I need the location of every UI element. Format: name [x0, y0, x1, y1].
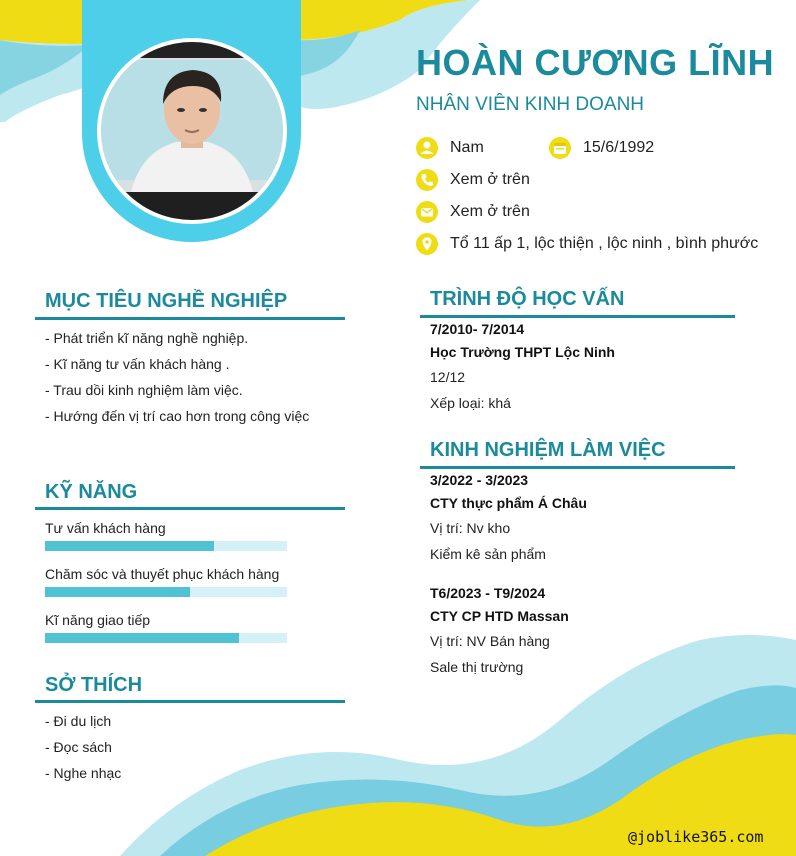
education-line: 12/12: [430, 369, 466, 385]
hobbies-divider: [35, 700, 345, 703]
job-line: Kiểm kê sản phẩm: [430, 546, 546, 562]
hobby-item: - Nghe nhạc: [45, 765, 122, 781]
job-line: Vị trí: NV Bán hàng: [430, 633, 550, 649]
objective-item: - Trau dồi kinh nghiệm làm việc.: [45, 382, 243, 398]
location-pin-icon: [416, 233, 438, 255]
watermark: @joblike365.com: [628, 828, 764, 846]
phone-icon: [416, 169, 438, 191]
info-birthday: [549, 137, 654, 159]
job-date: 3/2022 - 3/2023: [430, 472, 529, 488]
education-school: Học Trường THPT Lộc Ninh: [430, 344, 615, 360]
email-value: Xem ở trên: [450, 203, 530, 220]
mail-icon: [416, 201, 438, 223]
experience-divider: [420, 466, 735, 469]
candidate-name: HOÀN CƯƠNG LĨNH: [416, 42, 775, 83]
hobbies-title: SỞ THÍCH: [45, 674, 143, 696]
education-line: Xếp loại: khá: [430, 395, 511, 411]
profile-photo: [101, 42, 283, 220]
education-title: TRÌNH ĐỘ HỌC VẤN: [430, 288, 625, 310]
skill-bar-fill: [45, 633, 239, 643]
experience-title: KINH NGHIỆM LÀM VIỆC: [430, 439, 666, 461]
skill-label: Tư vấn khách hàng: [45, 520, 166, 536]
job-date: T6/2023 - T9/2024: [430, 585, 546, 601]
skill-label: Chăm sóc và thuyết phục khách hàng: [45, 566, 280, 582]
user-icon: [416, 137, 438, 159]
skill-label: Kĩ năng giao tiếp: [45, 612, 151, 628]
objective-divider: [35, 317, 345, 320]
info-gender: [416, 137, 484, 159]
hobby-item: - Đi du lịch: [45, 713, 112, 729]
info-address: [416, 233, 758, 255]
job-line: Sale thị trường: [430, 659, 524, 675]
info-phone: [416, 169, 530, 191]
job-title: NHÂN VIÊN KINH DOANH: [416, 94, 645, 115]
skill-bar: [45, 541, 287, 551]
objective-title: MỤC TIÊU NGHỀ NGHIỆP: [45, 290, 288, 312]
objective-item: - Phát triển kĩ năng nghề nghiệp.: [45, 330, 249, 346]
hobby-item: - Đọc sách: [45, 739, 112, 755]
education-divider: [420, 315, 735, 318]
calendar-icon: [549, 137, 571, 159]
job-company: CTY CP HTD Massan: [430, 608, 569, 624]
objective-item: - Hướng đến vị trí cao hơn trong công việc: [45, 408, 310, 424]
gender-value: Nam: [450, 139, 484, 156]
phone-value: Xem ở trên: [450, 171, 530, 188]
skill-bar: [45, 587, 287, 597]
skill-bar-fill: [45, 587, 190, 597]
job-line: Vị trí: Nv kho: [430, 520, 511, 536]
skill-bar-fill: [45, 541, 214, 551]
skills-divider: [35, 507, 345, 510]
job-company: CTY thực phẩm Á Châu: [430, 495, 587, 511]
objective-item: - Kĩ năng tư vấn khách hàng .: [45, 356, 230, 372]
address-value: Tổ 11 ấp 1, lộc thiện , lộc ninh , bình phước: [450, 235, 759, 252]
education-date: 7/2010- 7/2014: [430, 321, 525, 337]
birthday-value: 15/6/1992: [583, 139, 655, 156]
skills-title: KỸ NĂNG: [45, 481, 138, 503]
skill-bar: [45, 633, 287, 643]
info-email: [416, 201, 530, 223]
